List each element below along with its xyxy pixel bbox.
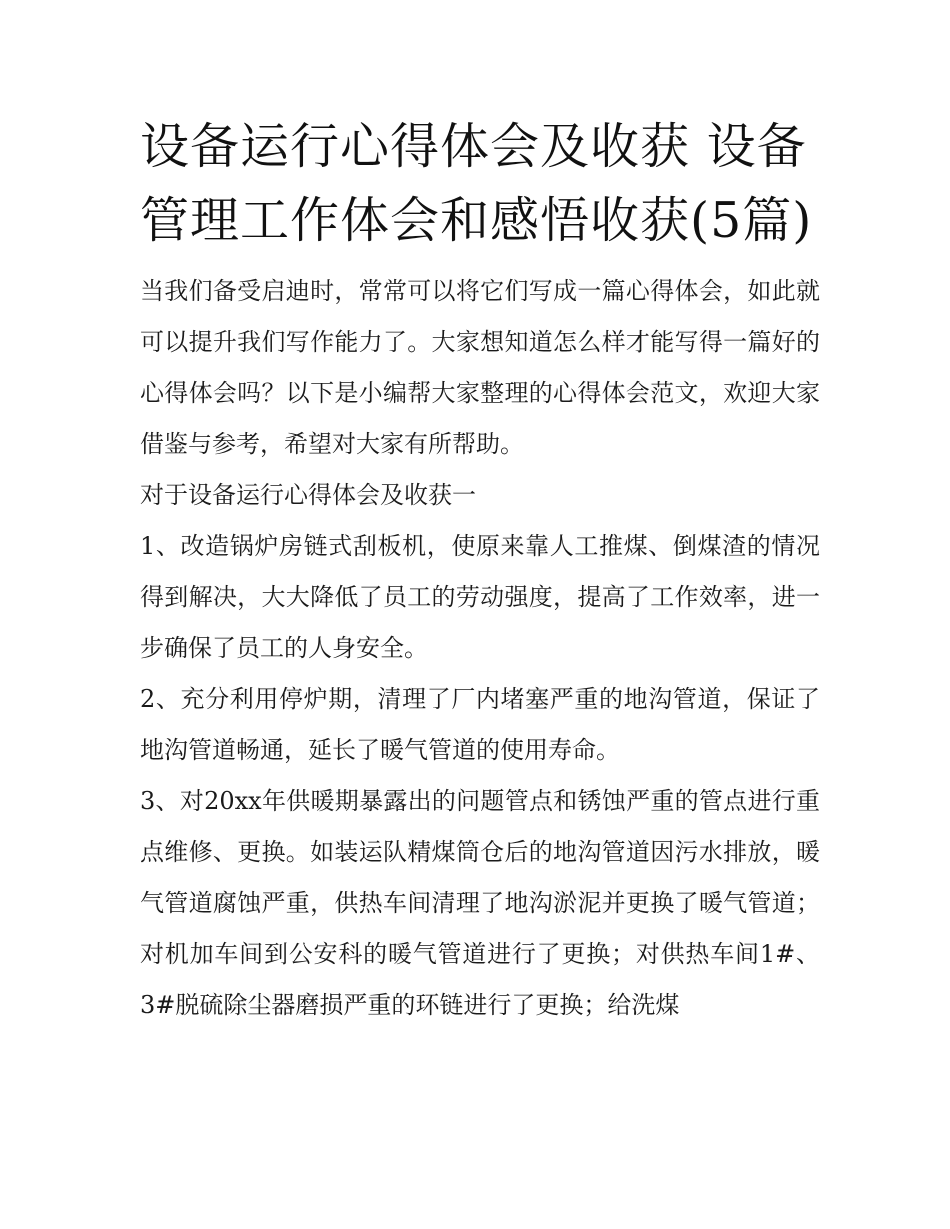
list-item-2: 2、充分利用停炉期，清理了厂内堵塞严重的地沟管道，保证了地沟管道畅通，延长了暖气管道的使用寿命。 bbox=[140, 685, 820, 764]
intro-paragraph: 当我们备受启迪时，常常可以将它们写成一篇心得体会，如此就可以提升我们写作能力了。大家想知道怎么样才能写得一篇好的心得体会吗？以下是小编帮大家整理的心得体会范文，欢迎大家借鉴与参考，希望对大家有所帮助。 bbox=[140, 277, 820, 458]
list-item-3: 3、对20xx年供暖期暴露出的问题管点和锈蚀严重的管点进行重点维修、更换。如装运队精煤筒仓后的地沟管道因污水排放，暖气管道腐蚀严重，供热车间清理了地沟淤泥并更换了暖气管道；对机加车间到公安科的暖气管道进行了更换；对供热车间1#、3#脱硫除尘器磨损严重的环链进行了更换；给洗煤 bbox=[140, 787, 820, 1019]
document-title: 设备运行心得体会及收获 设备管理工作体会和感悟收获(5篇) bbox=[140, 118, 813, 249]
list-item-1: 1、改造锅炉房链式刮板机，使原来靠人工推煤、倒煤渣的情况得到解决，大大降低了员工的劳动强度，提高了工作效率，进一步确保了员工的人身安全。 bbox=[140, 532, 820, 662]
section-heading: 对于设备运行心得体会及收获一 bbox=[140, 481, 476, 509]
document-body bbox=[140, 110, 820, 1031]
